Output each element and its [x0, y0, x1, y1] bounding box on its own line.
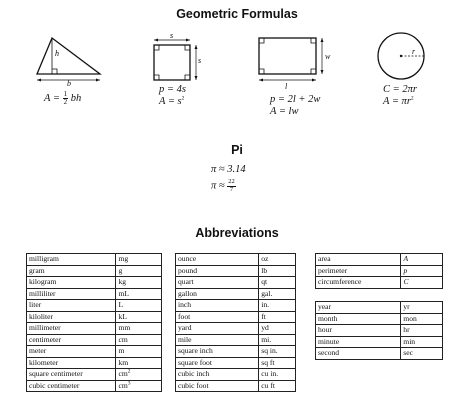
circle-figure: [374, 31, 434, 83]
exponent: 3: [127, 380, 131, 387]
exponent: 2: [127, 368, 131, 375]
unit-name-cell: ounce: [176, 254, 259, 266]
abbreviations-title: Abbreviations: [195, 226, 279, 240]
rectangle-area-formula: A = lw: [270, 106, 299, 117]
unit-abbreviation-cell: cu in.: [259, 369, 296, 381]
one-half-fraction: $\frac{1}{2}$: [63, 90, 68, 106]
unit-name-cell: mile: [176, 334, 259, 346]
unit-name-cell: quart: [176, 277, 259, 289]
table-row: [27, 254, 162, 266]
unit-abbreviation-cell: sq ft: [259, 357, 296, 369]
unit-name-cell: kiloliter: [27, 311, 116, 323]
table-row: [27, 334, 162, 346]
unit-abbreviation-cell: mi.: [259, 334, 296, 346]
unit-name-cell: kilometer: [27, 357, 116, 369]
triangle-base-label: b: [67, 79, 71, 88]
unit-abbreviation-cell: hr: [401, 325, 443, 337]
rectangle-perimeter-formula: p = 2l + 2w: [270, 94, 321, 105]
table-row: [316, 348, 443, 360]
pi-fraction-approx: π ≈ $\frac{22}{7}$: [211, 178, 235, 193]
unit-abbreviation-cell: kL: [116, 311, 162, 323]
table-row: [27, 277, 162, 289]
table-row: [27, 380, 162, 392]
table-row: [176, 265, 296, 277]
unit-abbreviation-cell: cm: [116, 334, 162, 346]
unit-name-cell: hour: [316, 325, 401, 337]
unit-abbreviation-cell: mL: [116, 288, 162, 300]
unit-abbreviation-cell: C: [401, 277, 443, 289]
unit-abbreviation-cell: min: [401, 336, 443, 348]
table-row: [316, 336, 443, 348]
table-row: [176, 311, 296, 323]
twenty-two-sevenths-fraction: $\frac{22}{7}$: [228, 178, 235, 193]
unit-name-cell: cubic foot: [176, 380, 259, 392]
unit-abbreviation-cell: kg: [116, 277, 162, 289]
unit-name-cell: meter: [27, 346, 116, 358]
table-row: [176, 346, 296, 358]
unit-name-cell: centimeter: [27, 334, 116, 346]
pi-decimal-approx: π ≈ 3.14: [211, 164, 246, 175]
table-row: [316, 254, 443, 266]
table-row: [27, 311, 162, 323]
table-row: [176, 323, 296, 335]
metric-abbreviations-table: [26, 253, 162, 392]
unit-abbreviation-cell: mm: [116, 323, 162, 335]
triangle-height-label: h: [55, 49, 59, 58]
unit-name-cell: kilogram: [27, 277, 116, 289]
time-abbreviations-table: [315, 301, 443, 360]
customary-abbreviations-table: [175, 253, 296, 392]
triangle-figure: [34, 34, 104, 84]
table-row: [176, 300, 296, 312]
table-row: [316, 277, 443, 289]
unit-name-cell: square inch: [176, 346, 259, 358]
unit-name-cell: millimeter: [27, 323, 116, 335]
unit-name-cell: minute: [316, 336, 401, 348]
table-row: [27, 346, 162, 358]
unit-name-cell: area: [316, 254, 401, 266]
unit-name-cell: milliliter: [27, 288, 116, 300]
unit-name-cell: foot: [176, 311, 259, 323]
unit-abbreviation-cell: oz: [259, 254, 296, 266]
unit-name-cell: month: [316, 313, 401, 325]
geometry-abbreviations-table: [315, 253, 443, 289]
unit-abbreviation-cell: sec: [401, 348, 443, 360]
unit-abbreviation-cell: yr: [401, 302, 443, 314]
unit-abbreviation-cell: lb: [259, 265, 296, 277]
unit-name-cell: circumference: [316, 277, 401, 289]
unit-abbreviation-cell: m: [116, 346, 162, 358]
circle-radius-label: r: [412, 47, 416, 56]
table-row: [176, 369, 296, 381]
rectangle-width-label: w: [325, 52, 331, 61]
unit-abbreviation-cell: mg: [116, 254, 162, 266]
unit-abbreviation-cell: sq in.: [259, 346, 296, 358]
unit-abbreviation-cell: cu ft: [259, 380, 296, 392]
table-row: [27, 357, 162, 369]
table-row: [27, 369, 162, 381]
triangle-area-lhs: A =: [44, 92, 60, 104]
unit-abbreviation-cell: qt: [259, 277, 296, 289]
unit-name-cell: square foot: [176, 357, 259, 369]
circle-area-formula: $A = \pi r^2$: [383, 95, 414, 107]
rectangle-figure: [256, 36, 336, 88]
unit-name-cell: square centimeter: [27, 369, 116, 381]
square-top-label: s: [170, 31, 174, 40]
unit-abbreviation-cell: ft: [259, 311, 296, 323]
geometric-formulas-title: Geometric Formulas: [176, 7, 298, 21]
unit-name-cell: gallon: [176, 288, 259, 300]
unit-name-cell: liter: [27, 300, 116, 312]
table-row: [316, 265, 443, 277]
square-area-formula: $A = s^2$: [159, 95, 185, 107]
unit-name-cell: pound: [176, 265, 259, 277]
rectangle-length-label: l: [285, 82, 288, 91]
table-row: [27, 300, 162, 312]
table-row: [316, 302, 443, 314]
unit-abbreviation-cell: gal.: [259, 288, 296, 300]
triangle-area-formula: [44, 91, 81, 106]
table-row: [27, 288, 162, 300]
circle-circumference-formula: C = 2πr: [383, 84, 417, 95]
unit-abbreviation-cell: $cm^2$: [116, 369, 162, 381]
table-row: [27, 323, 162, 335]
table-row: [27, 265, 162, 277]
table-row: [176, 288, 296, 300]
table-row: [176, 334, 296, 346]
triangle-area-rhs: bh: [70, 92, 82, 104]
unit-abbreviation-cell: $cm^3$: [116, 380, 162, 392]
table-row: [176, 277, 296, 289]
unit-name-cell: cubic inch: [176, 369, 259, 381]
unit-name-cell: perimeter: [316, 265, 401, 277]
unit-name-cell: gram: [27, 265, 116, 277]
unit-name-cell: inch: [176, 300, 259, 312]
unit-abbreviation-cell: A: [401, 254, 443, 266]
unit-abbreviation-cell: p: [401, 265, 443, 277]
unit-name-cell: milligram: [27, 254, 116, 266]
table-row: [316, 325, 443, 337]
square-side-label: s: [198, 56, 202, 65]
unit-abbreviation-cell: mon: [401, 313, 443, 325]
square-perimeter-formula: p = 4s: [159, 84, 186, 95]
table-row: [176, 380, 296, 392]
table-row: [316, 313, 443, 325]
table-row: [176, 254, 296, 266]
pi-title: Pi: [231, 143, 243, 157]
unit-name-cell: cubic centimeter: [27, 380, 116, 392]
unit-abbreviation-cell: L: [116, 300, 162, 312]
square-figure: [150, 38, 205, 83]
unit-abbreviation-cell: yd: [259, 323, 296, 335]
unit-name-cell: year: [316, 302, 401, 314]
unit-abbreviation-cell: in.: [259, 300, 296, 312]
unit-abbreviation-cell: g: [116, 265, 162, 277]
unit-name-cell: yard: [176, 323, 259, 335]
unit-abbreviation-cell: km: [116, 357, 162, 369]
table-row: [176, 357, 296, 369]
unit-name-cell: second: [316, 348, 401, 360]
